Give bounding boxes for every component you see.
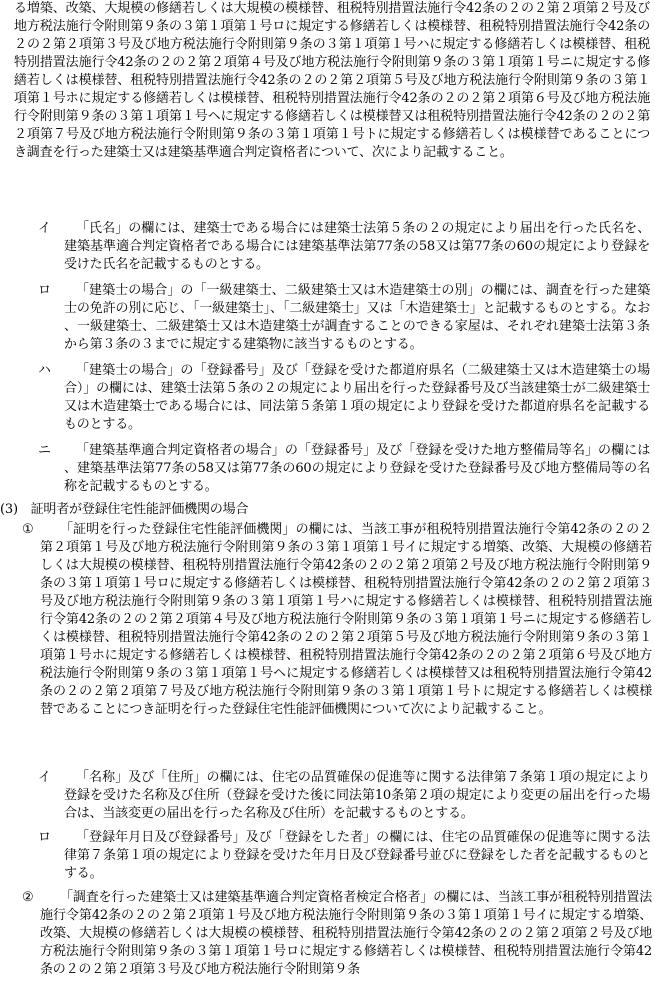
- subitem-marker-i: イ: [38, 770, 52, 785]
- subitem-ro-paragraph: 「登録年月日及び登録番号」及び「登録をした者」の欄には、住宅の品質確保の促進等に関する法律第７条第１項の規定により登録を受けた年月日及び登録番号並びに登録をした者を記載するものとする。: [64, 830, 650, 881]
- section-3-heading: (3) 証明者が登録住宅性能評価機関の場合: [0, 502, 249, 517]
- item-2-paragraph: 「調査を行った建築士又は建築基準適合判定資格者検定合格者」の欄には、当該工事が租税特別措置法施行令第42条の２の２第２項第１号及び地方税法施行令附則第９条の３第１項第１号イに規定する増築、改築、大規模の修繕若しくは大規模の模様替、租税特別措置法施行令第42条の２の２第２項第２号及び地方税法施行令附則第９条の３第１項第１号ロに規定する修繕若しくは模様替、租税特別措置法施行令第42条の２の２第２項第３号及び地方税法施行令附則第９条: [40, 890, 652, 977]
- item-i-paragraph: 「氏名」の欄には、建築士である場合には建築士法第５条の２の規定により届出を行った氏名を、建築基準適合判定資格者である場合には建築基準法第77条の58又は第77条の60の規定により登録を受けた氏名を記載するものとする。: [64, 221, 650, 272]
- item-ha-paragraph: 「建築士の場合」の「登録番号」及び「登録を受けた都道府県名（二級建築士又は木造建築士の場合）」の欄には、建築士法第５条の２の規定により届出を行った登録番号及び当該建築士が二級建築士又は木造建築士である場合には、同法第５条第１項の規定により登録を受けた都道府県名を記載するものとする。: [64, 363, 650, 432]
- item-marker-2: ②: [22, 890, 34, 905]
- item-marker-i: イ: [38, 221, 52, 236]
- item-1-paragraph: 「証明を行った登録住宅性能評価機関」の欄には、当該工事が租税特別措置法施行令第42条の２の２第２項第１号及び地方税法施行令附則第９条の３第１項第１号イに規定する増築、改築、大規模の修繕若しくは大規模の模様替、租税特別措置法施行令第42条の２の２第２項第２号及び地方税法施行令附則第９条の３第１項第１号ロに規定する修繕若しくは模様替、租税特別措置法施行令第42条の２の２第２項第３号及び地方税法施行令附則第９条の３第１項第１号ハに規定する修繕若しくは模様替、租税特別措置法施行令第42条の２の２第２項第４号及び地方税法施行令附則第９条の３第１項第１号ニに規定する修繕若しくは模様替、租税特別措置法施行令第42条の２の２第２項第５号及び地方税法施行令附則第９条の３第１項第１号ホに規定する修繕若しくは模様替、租税特別措置法施行令第42条の２の２第２項第６号及び地方税法施行令附則第９条の３第１項第１号ヘに規定する修繕若しくは模様替又は租税特別措置法施行令第42条の２の２第２項第７号及び地方税法施行令附則第９条の３第１項第１号トに規定する修繕若しくは模様替であることにつき証明を行った登録住宅性能評価機関について次により記載すること。: [40, 522, 652, 717]
- item-marker-ni: ニ: [38, 443, 52, 458]
- item-marker-ha: ハ: [38, 363, 52, 378]
- item-marker-ro: ロ: [38, 283, 52, 298]
- item-marker-1: ①: [22, 522, 34, 537]
- item-ni-paragraph: 「建築基準適合判定資格者の場合」の「登録番号」及び「登録を受けた地方整備局等名」の欄には、建築基準法第77条の58又は第77条の60の規定により登録を受けた登録番号及び地方整備局等の名称を記載するものとする。: [64, 443, 650, 494]
- subitem-i-paragraph: 「名称」及び「住所」の欄には、住宅の品質確保の促進等に関する法律第７条第１項の規定により登録を受けた名称及び住所（登録を受けた後に同法第10条第２項の規定により変更の届出を行った場合は、当該変更の届出を行った名称及び住所）を記載するものとする。: [64, 770, 650, 821]
- subitem-marker-ro: ロ: [38, 830, 52, 845]
- item-ro-paragraph: 「建築士の場合」の「一級建築士、二級建築士又は木造建築士の別」の欄には、調査を行った建築士の免許の別に応じ、「一級建築士」、「二級建築士」又は「木造建築士」と記載するものとする。なお、一級建築士、二級建築士又は木造建築士が調査することのできる家屋は、それぞれ建築士法第３条から第３条の３までに規定する建築物に該当するものとする。: [64, 283, 650, 352]
- continuation-paragraph: る増築、改築、大規模の修繕若しくは大規模の模様替、租税特別措置法施行令42条の２の２第２項第２号及び地方税法施行令附則第９条の３第１項第１号ロに規定する修繕若しくは模様替、租税特別措置法施行令42条の２の２第２項第３号及び地方税法施行令附則第９条の３第１項第１号ハに規定する修繕若しくは模様替、租税特別措置法施行令42条の２の２第２項第４号及び地方税法施行令附則第９条の３第１項第１号ニに規定する修繕若しくは模様替、租税特別措置法施行令42条の２の２第２項第５号及び地方税法施行令附則第９条の３第１項第１号ホに規定する修繕若しくは模様替、租税特別措置法施行令42条の２の２第２項第６号及び地方税法施行令附則第９条の３第１項第１号ヘに規定する修繕若しくは模様替又は租税特別措置法施行令42条の２の２第２項第７号及び地方税法施行令附則第９条の３第１項第１号トに規定する修繕若しくは模様替であることにつき調査を行った建築士又は建築基準適合判定資格者について、次により記載すること。: [14, 1, 650, 160]
